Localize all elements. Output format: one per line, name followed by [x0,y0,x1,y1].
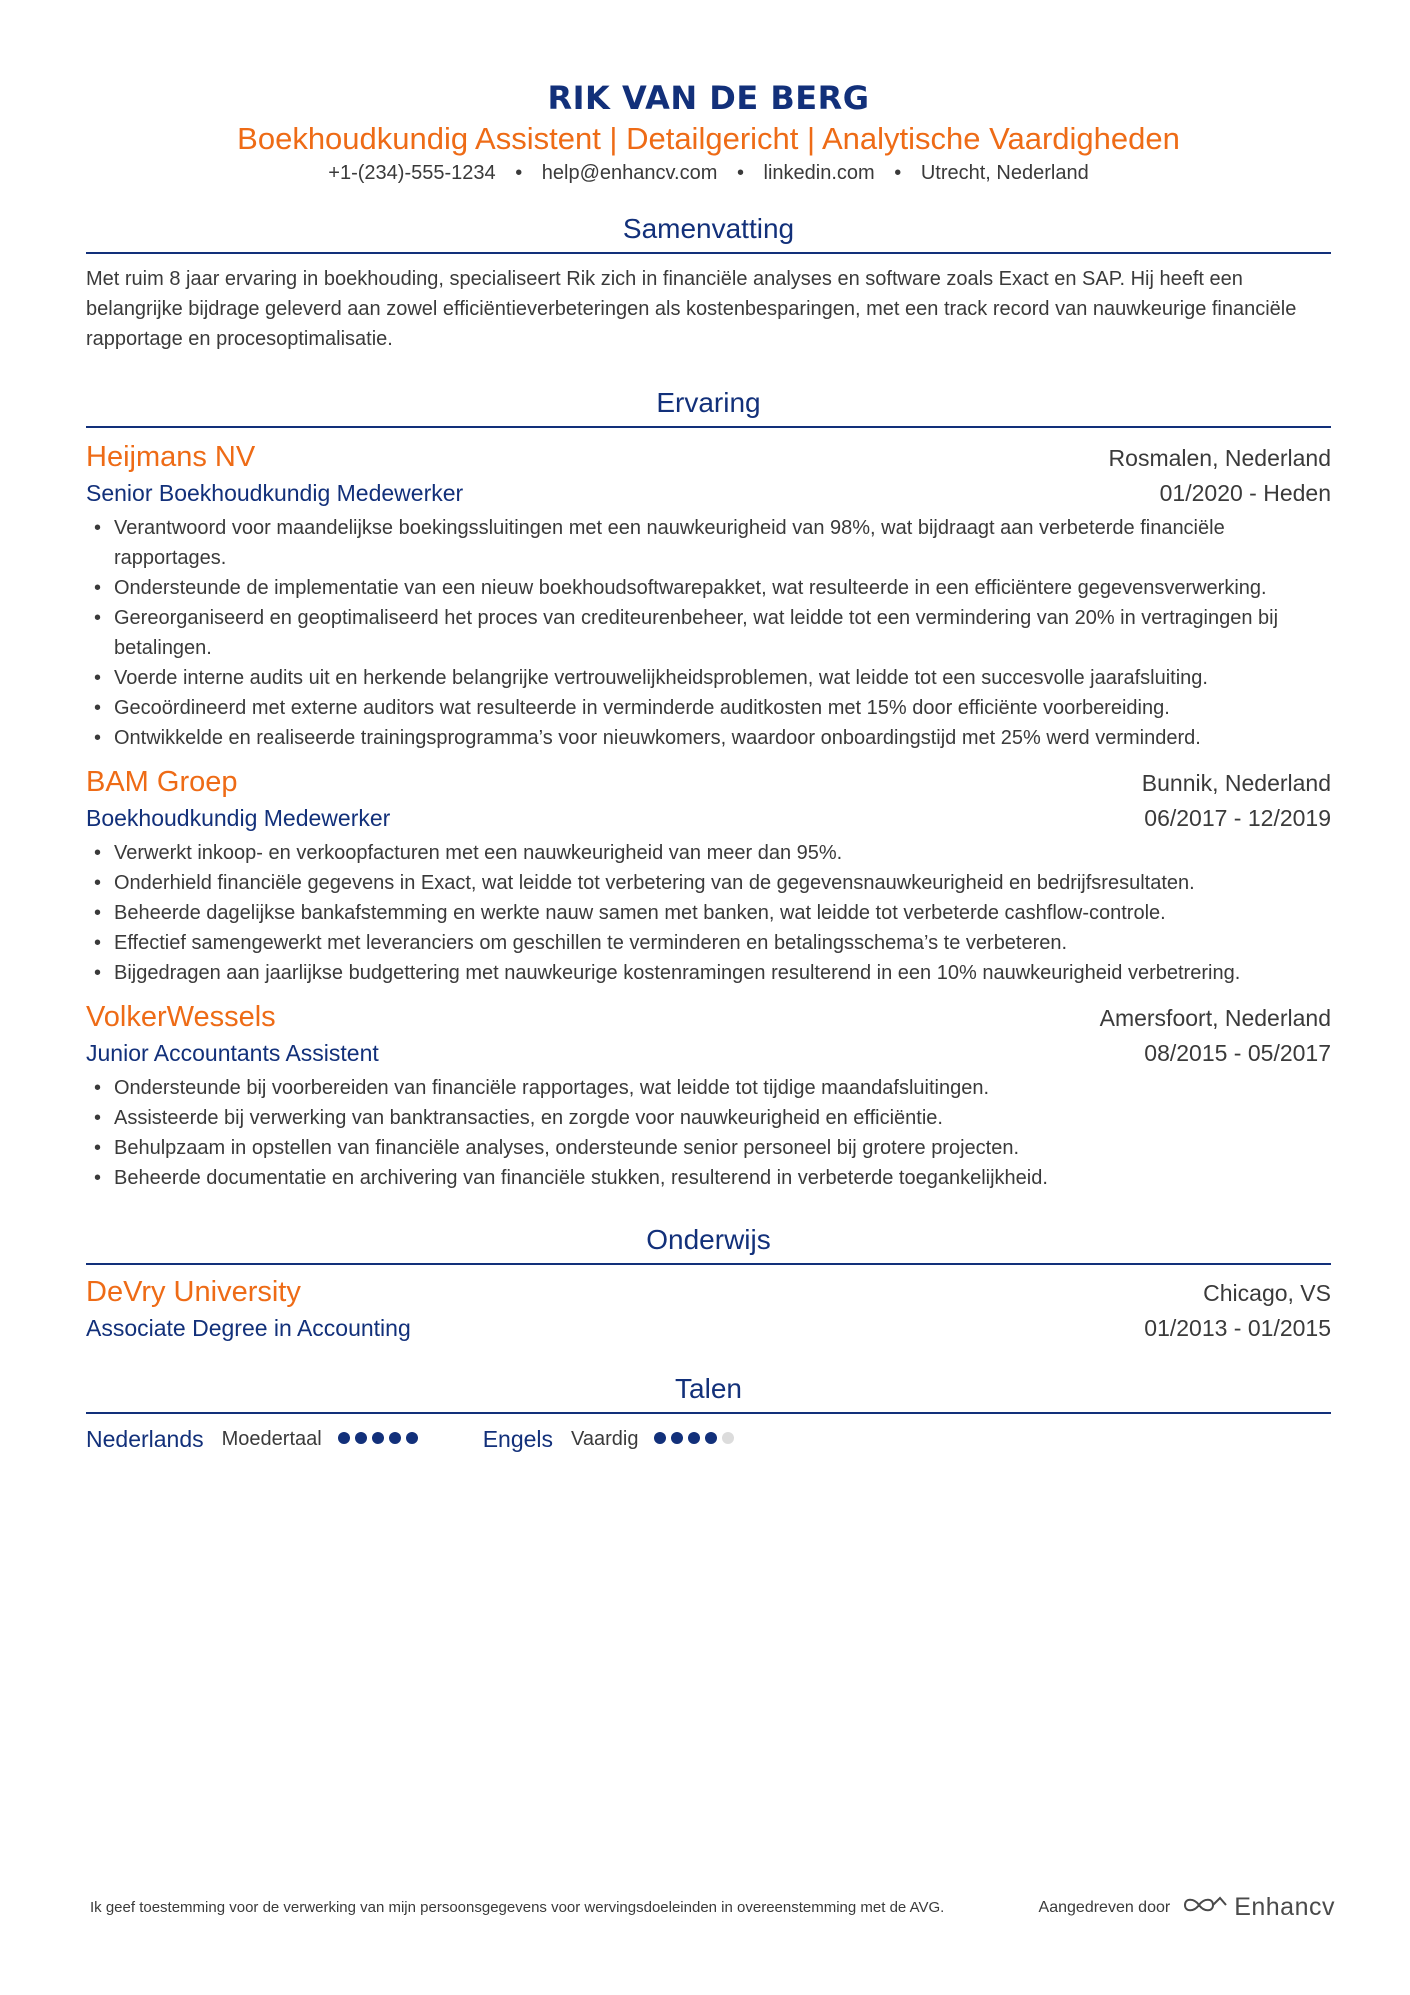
bullet-item: • Ontwikkelde en realiseerde trainingsprogramma’s voor nieuwkomers, waardoor onboardingstijd met 25% werd verminderd. [114,723,1331,753]
resume-page [86,78,1331,1453]
section-heading: Samenvatting [622,213,795,244]
bullet-item: • Voerde interne audits uit en herkende belangrijke vertrouwelijkheidsproblemen, wat leidde tot een succesvolle jaarafsluiting. [114,663,1331,693]
job-dates: 01/2020 - Heden [1159,480,1331,506]
company-name: Heijmans NV [86,441,256,473]
powered-by-label: Aangedreven door [1038,1898,1171,1916]
proficiency-dot [654,1432,666,1444]
job-role: Junior Accountants Assistent [86,1040,379,1066]
proficiency-rating [338,1431,423,1449]
section-heading: Onderwijs [646,1224,771,1255]
language-level: Vaardig [571,1428,639,1450]
enhancv-logo-icon [1182,1894,1228,1921]
bullet-item: • Verwerkt inkoop- en verkoopfacturen met een nauwkeurigheid van meer dan 95%. [114,838,1331,868]
contact-separator: • [894,162,902,184]
proficiency-dot [406,1432,418,1444]
school-name: DeVry University [86,1276,301,1308]
proficiency-dot [338,1432,350,1444]
bullet-item: • Verantwoord voor maandelijkse boekingssluitingen met een nauwkeurigheid van 98%, wat bijdraagt aan verbeterde financiële rapportages. [114,513,1331,573]
powered-by[interactable] [1039,1893,1335,1922]
summary-text: Met ruim 8 jaar ervaring in boekhouding, specialiseert Rik zich in financiële analyses en software zoals Exact en SAP. Hij heeft een belangrijke bijdrage geleverd aan zowel efficiëntieverbeteringen als kostenbesparingen, met een track record van nauwkeurige financiële rapportage en procesoptimalisatie. [86,268,1297,350]
bullet-item: • Gereorganiseerd en geoptimaliseerd het proces van crediteurenbeheer, wat leidde tot een vermindering van 20% in vertragingen bij betalingen. [114,603,1331,663]
brand-name: Enhancv [1234,1893,1335,1921]
language-list [86,1426,1331,1453]
contact-separator: • [736,162,744,184]
bullet-item: • Beheerde dagelijkse bankafstemming en werkte nauw samen met banken, wat leidde tot verbeterde cashflow-controle. [114,898,1331,928]
phone-text: +1-(234)-555-1234 [328,162,496,184]
school-location: Chicago, VS [1203,1280,1331,1306]
education-item [86,1273,1331,1344]
resume-header [86,78,1331,188]
job-bullets [86,838,1331,988]
proficiency-rating [654,1431,739,1449]
languages-section [86,1370,1331,1453]
email-link[interactable]: help@enhancv.com [541,162,718,184]
job-entry [86,998,1331,1193]
job-bullets [86,513,1331,753]
section-divider [86,426,1331,428]
proficiency-dot [355,1432,367,1444]
proficiency-dot [389,1432,401,1444]
job-dates: 08/2015 - 05/2017 [1144,1040,1331,1066]
job-dates: 06/2017 - 12/2019 [1144,805,1331,831]
bullet-item: • Gecoördineerd met externe auditors wat resulteerde in verminderde auditkosten met 15% door efficiënte voorbereiding. [114,693,1331,723]
bullet-item: • Ondersteunde de implementatie van een nieuw boekhoudsoftwarepakket, wat resulteerde in een efficiëntere gegevensverwerking. [114,573,1331,603]
bullet-item: • Effectief samengewerkt met leveranciers om geschillen te verminderen en betalingsschema’s te verbeteren. [114,928,1331,958]
degree-name: Associate Degree in Accounting [86,1315,411,1341]
job-location: Amersfoort, Nederland [1099,1005,1331,1031]
education-section [86,1221,1331,1344]
education-dates: 01/2013 - 01/2015 [1144,1315,1331,1341]
job-list [86,438,1331,1193]
proficiency-dot [705,1432,717,1444]
job-location: Rosmalen, Nederland [1108,445,1331,471]
language-item [86,1426,423,1453]
job-role: Boekhoudkundig Medewerker [86,805,391,831]
summary-section [86,210,1331,354]
candidate-title: Boekhoudkundig Assistent | Detailgericht | Analytische Vaardigheden [237,121,1180,156]
bullet-item: • Ondersteunde bij voorbereiden van financiële rapportages, wat leidde tot tijdige maandafsluitingen. [114,1073,1331,1103]
proficiency-dot [722,1432,734,1444]
section-divider [86,1263,1331,1265]
contact-separator: • [515,162,523,184]
company-name: VolkerWessels [86,1001,276,1033]
proficiency-dot [671,1432,683,1444]
company-name: BAM Groep [86,766,238,798]
bullet-item: • Onderhield financiële gegevens in Exact, wat leidde tot verbetering van de gegevensnauwkeurigheid en bedrijfsresultaten. [114,868,1331,898]
language-name: Engels [482,1426,554,1452]
location-text: Utrecht, Nederland [920,162,1089,184]
bullet-item: • Behulpzaam in opstellen van financiële analyses, ondersteunde senior personeel bij grotere projecten. [114,1133,1331,1163]
job-role: Senior Boekhoudkundig Medewerker [86,480,464,506]
contact-line [86,158,1331,188]
linkedin-link[interactable]: linkedin.com [763,162,875,184]
proficiency-dot [688,1432,700,1444]
bullet-item: • Assisteerde bij verwerking van banktransacties, en zorgde voor nauwkeurigheid en efficiëntie. [114,1103,1331,1133]
bullet-item: • Bijgedragen aan jaarlijkse budgettering met nauwkeurige kostenramingen resulterend in een 10% nauwkeurigheid verbetrering. [114,958,1331,988]
section-heading: Talen [675,1373,742,1404]
footer [90,1893,1335,1922]
job-location: Bunnik, Nederland [1141,770,1331,796]
experience-section [86,384,1331,1193]
candidate-name: RIK VAN DE BERG [547,79,870,117]
job-bullets [86,1073,1331,1193]
section-divider [86,1412,1331,1414]
language-name: Nederlands [86,1426,204,1452]
bullet-item: • Beheerde documentatie en archivering van financiële stukken, resulterend in verbeterde toegankelijkheid. [114,1163,1331,1193]
job-entry [86,438,1331,753]
job-entry [86,763,1331,988]
language-level: Moedertaal [221,1428,322,1450]
section-heading: Ervaring [656,387,761,418]
language-item [483,1426,740,1453]
section-divider [86,252,1331,254]
proficiency-dot [372,1432,384,1444]
consent-text: Ik geef toestemming voor de verwerking van mijn persoonsgegevens voor wervingsdoeleinden in overeenstemming met de AVG. [90,1898,945,1916]
